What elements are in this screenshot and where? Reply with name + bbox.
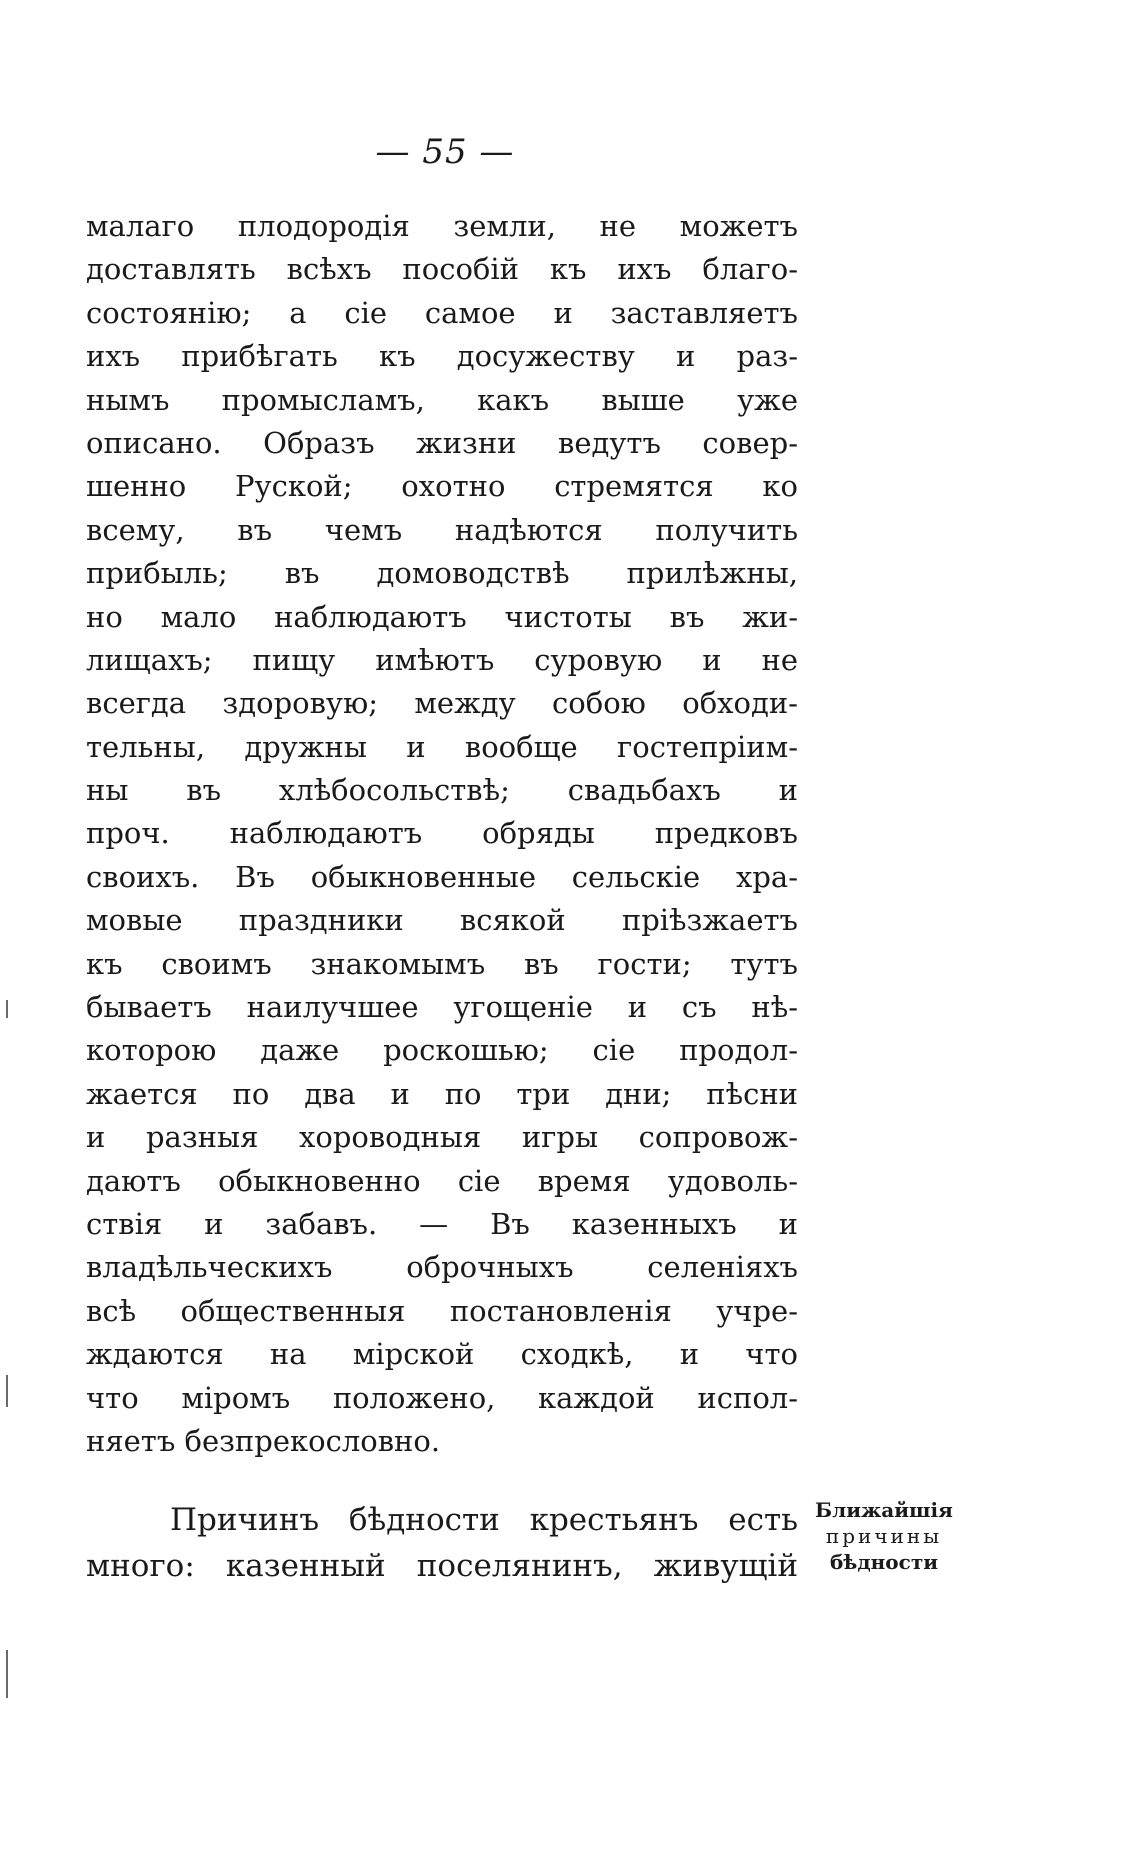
text-line: своихъ. Въ обыкновенные сельскіе хра- [86, 859, 798, 894]
text-line: жается по два и по три дни; пѣсни [86, 1076, 798, 1111]
text-line: состоянію; а сіе самое и заставляетъ [86, 295, 798, 330]
margin-note-line: Ближайшія [815, 1498, 953, 1522]
page-number: — 55 — [375, 132, 515, 172]
paragraph-causes [86, 1497, 798, 1589]
text-line: даютъ обыкновенно сіе время удоволь- [86, 1163, 798, 1198]
text-line: мовые праздники всякой пріѣзжаетъ [86, 903, 798, 938]
text-line: всѣ общественныя постановленія учре- [86, 1293, 798, 1328]
text-line: лищахъ; пищу имѣютъ суровую и не [86, 642, 798, 677]
text-line: но мало наблюдаютъ чистоты въ жи- [86, 599, 798, 634]
paragraph-main [86, 205, 798, 1463]
text-line: описано. Образъ жизни ведутъ совер- [86, 425, 798, 460]
text-line: нымъ промысламъ, какъ выше уже [86, 382, 798, 417]
text-line: что міромъ положено, каждой испол- [86, 1380, 798, 1415]
text-line: всему, въ чемъ надѣются получить [86, 512, 798, 547]
text-line: шенно Руской; охотно стремятся ко [86, 469, 798, 504]
text-line: много: казенный поселянинъ, живущій [86, 1548, 798, 1584]
text-line: и разныя хороводныя игры сопровож- [86, 1120, 798, 1155]
scan-artifact [6, 1000, 8, 1018]
text-line: малаго плодородія земли, не можетъ [86, 209, 798, 243]
text-line: доставлять всѣхъ пособій къ ихъ благо- [86, 252, 798, 287]
text-line: бываетъ наилучшее угощеніе и съ нѣ- [86, 990, 798, 1025]
text-line: проч. наблюдаютъ обряды предковъ [86, 816, 798, 851]
text-line: тельны, дружны и вообще гостепріим- [86, 729, 798, 764]
text-line: ны въ хлѣбосольствѣ; свадьбахъ и [86, 773, 798, 808]
text-line: няетъ безпрекословно. [86, 1423, 441, 1458]
text-line: ихъ прибѣгать къ досужеству и раз- [86, 339, 798, 374]
margin-note [804, 1497, 964, 1575]
scan-artifact [6, 1375, 8, 1407]
text-line: владѣльческихъ оброчныхъ селеніяхъ [86, 1250, 798, 1285]
text-line: ствія и забавъ. — Въ казенныхъ и [86, 1206, 798, 1241]
text-line: къ своимъ знакомымъ въ гости; тутъ [86, 946, 798, 981]
text-line: прибыль; въ домоводствѣ прилѣжны, [86, 556, 798, 591]
text-line: Причинъ бѣдности крестьянъ есть [170, 1502, 798, 1538]
margin-note-line: причины [825, 1524, 943, 1548]
text-line: всегда здоровую; между собою обходи- [86, 686, 798, 721]
text-line: которою даже роскошью; сіе продол- [86, 1033, 798, 1068]
margin-note-line: бѣдности [829, 1550, 939, 1574]
scan-artifact [6, 1650, 8, 1698]
text-line: ждаются на мірской сходкѣ, и что [86, 1337, 798, 1372]
